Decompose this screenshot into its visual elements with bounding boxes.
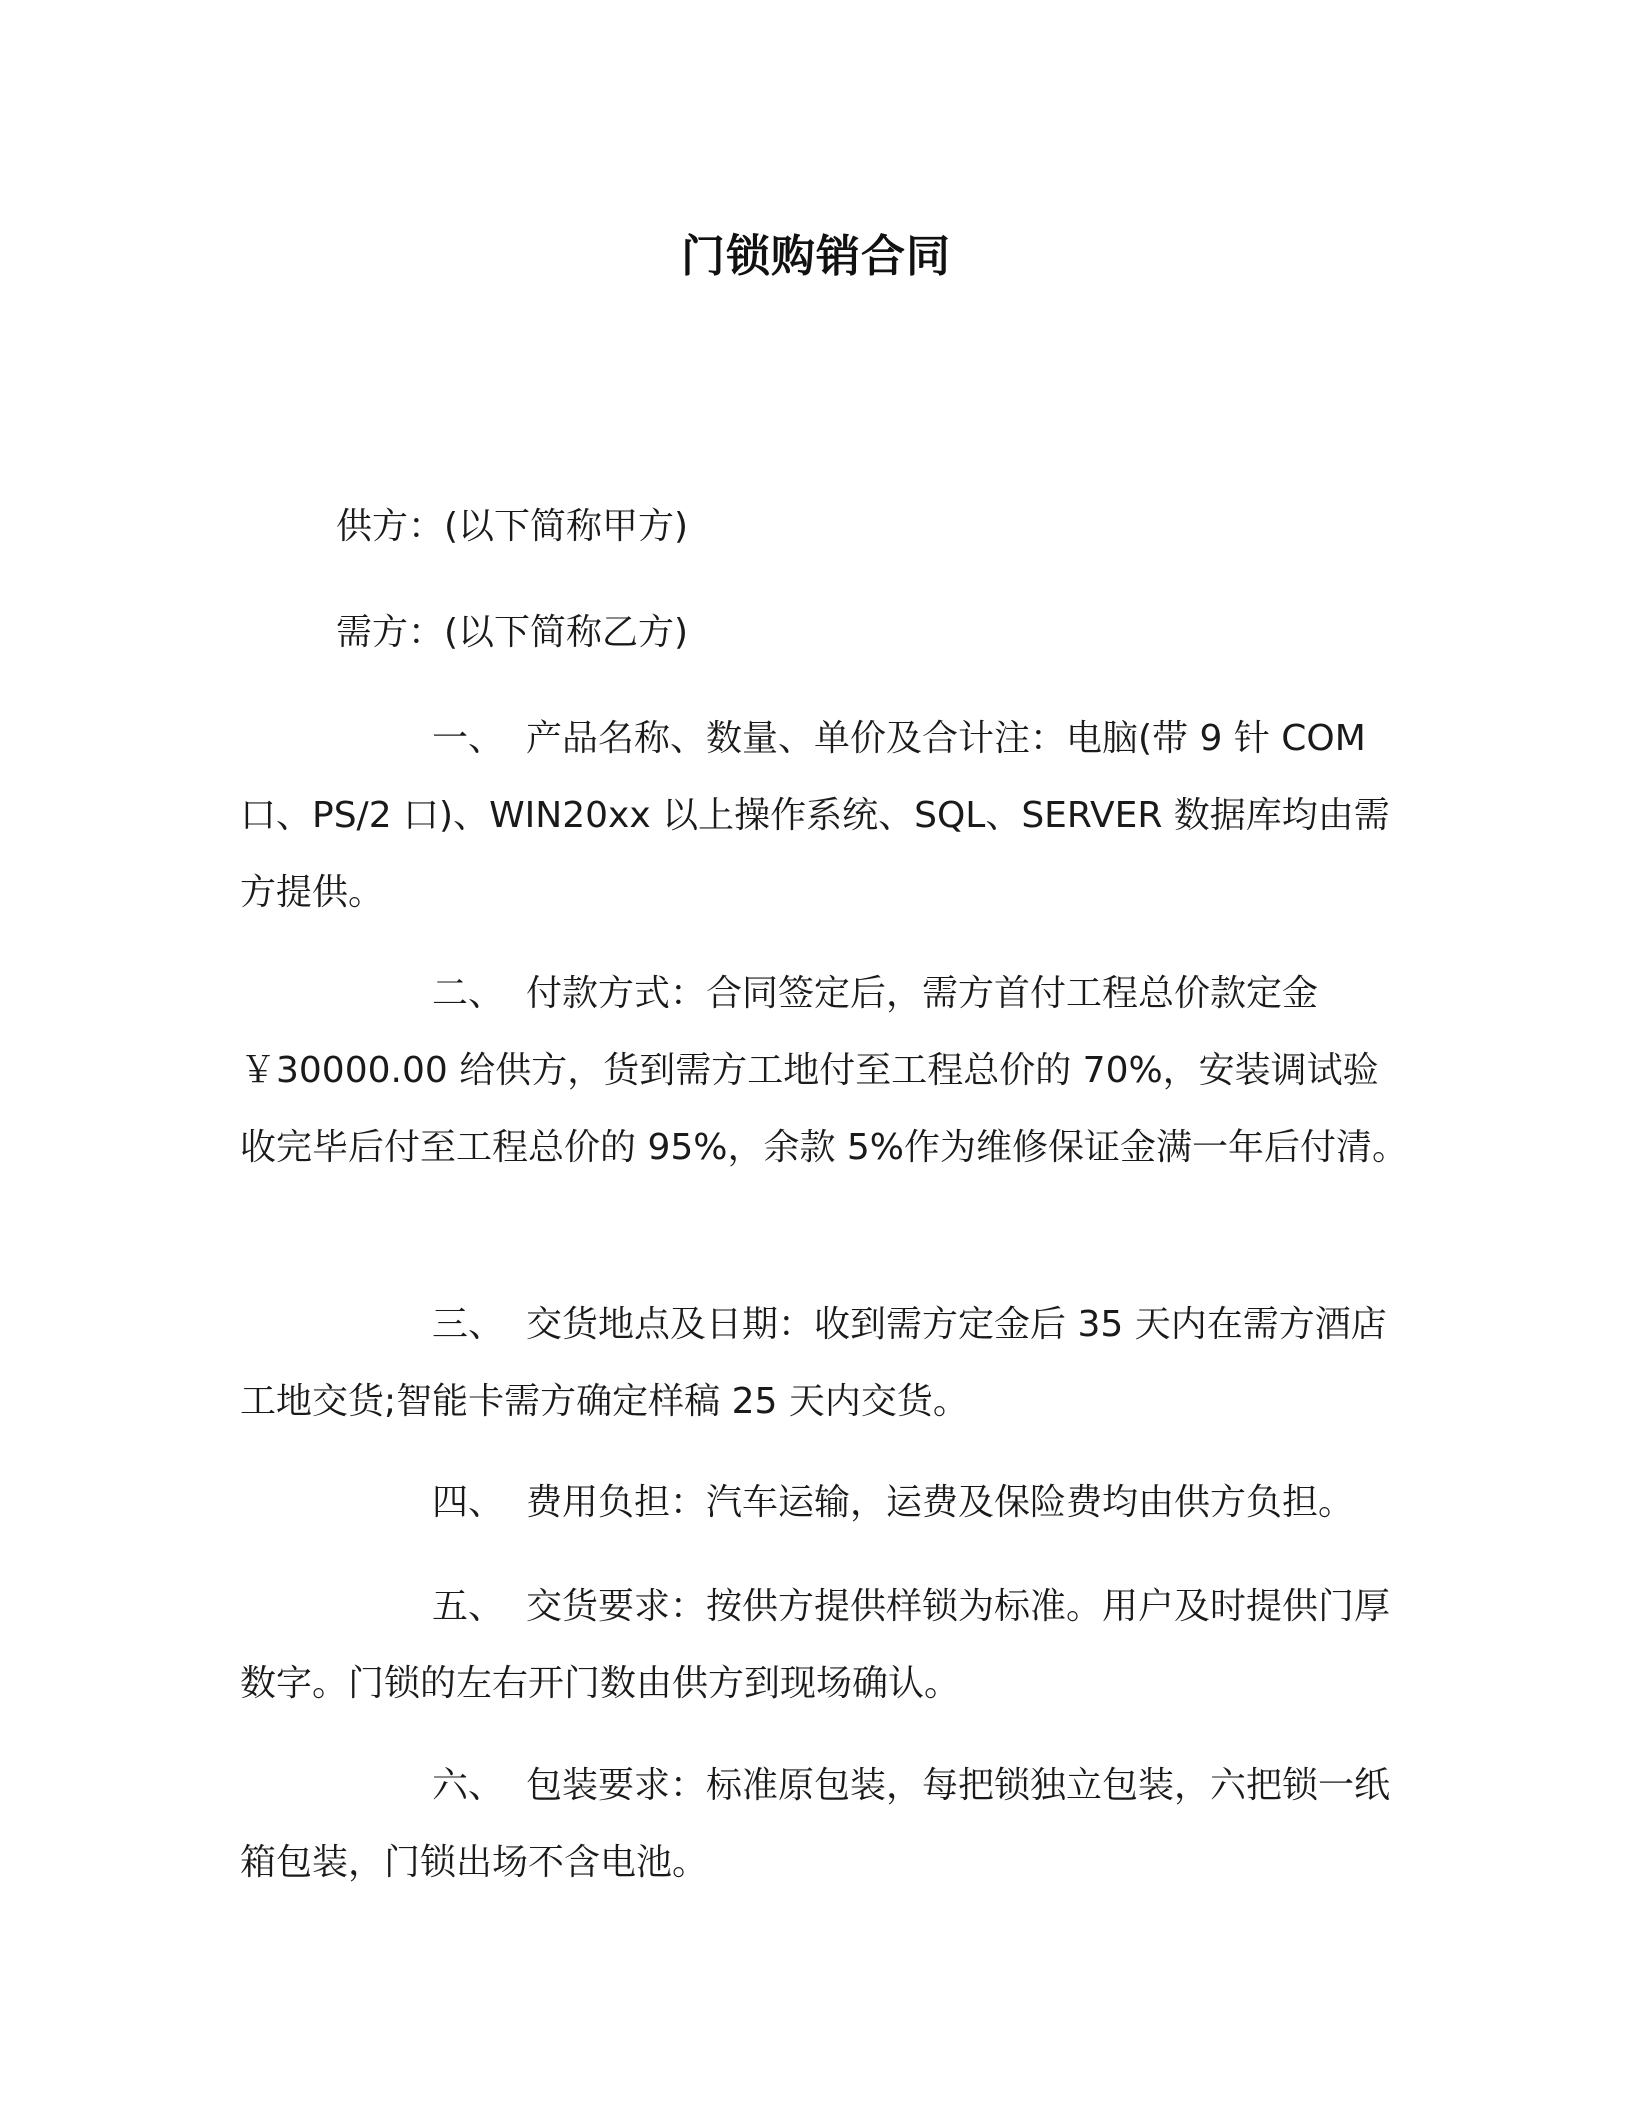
clause-3 (240, 1286, 1410, 1440)
clause-number: 六、 (432, 1765, 505, 1806)
clause-4 (240, 1464, 1410, 1541)
clause-text: 产品名称、数量、单价及合计注：电脑(带 9 针 COM 口、PS/2 口)、WIN20xx 以上操作系统、SQL、SERVER 数据库均由需方提供。 (240, 718, 1390, 913)
clause-text: 交货地点及日期：收到需方定金后 35 天内在需方酒店工地交货;智能卡需方确定样稿 25 天内交货。 (240, 1304, 1387, 1422)
clause-text: 费用负担：汽车运输，运费及保险费均由供方负担。 (526, 1482, 1355, 1523)
supplier-line: 供方：(以下简称甲方) (336, 506, 689, 547)
clause-text: 付款方式：合同签定后，需方首付工程总价款定金￥30000.00 给供方，货到需方工地付至工程总价的 70%，安装调试验收完毕后付至工程总价的 95%，余款 5%作为维修保证金满一年后付清。 (240, 973, 1409, 1168)
clause-number: 五、 (432, 1586, 505, 1627)
buyer-line: 需方：(以下简称乙方) (336, 612, 689, 653)
clause-1 (240, 700, 1410, 931)
clause-text: 包装要求：标准原包装，每把锁独立包装，六把锁一纸箱包装，门锁出场不含电池。 (240, 1765, 1391, 1883)
clause-5 (240, 1568, 1410, 1722)
clause-number: 一、 (432, 718, 505, 759)
clause-6 (240, 1747, 1410, 1901)
clause-number: 二、 (432, 973, 505, 1014)
clause-text: 交货要求：按供方提供样锁为标准。用户及时提供门厚数字。门锁的左右开门数由供方到现场确认。 (240, 1586, 1391, 1704)
clause-2 (240, 955, 1410, 1186)
clause-number: 三、 (432, 1304, 505, 1345)
document-title: 门锁购销合同 (681, 231, 951, 282)
clause-number: 四、 (432, 1482, 505, 1523)
